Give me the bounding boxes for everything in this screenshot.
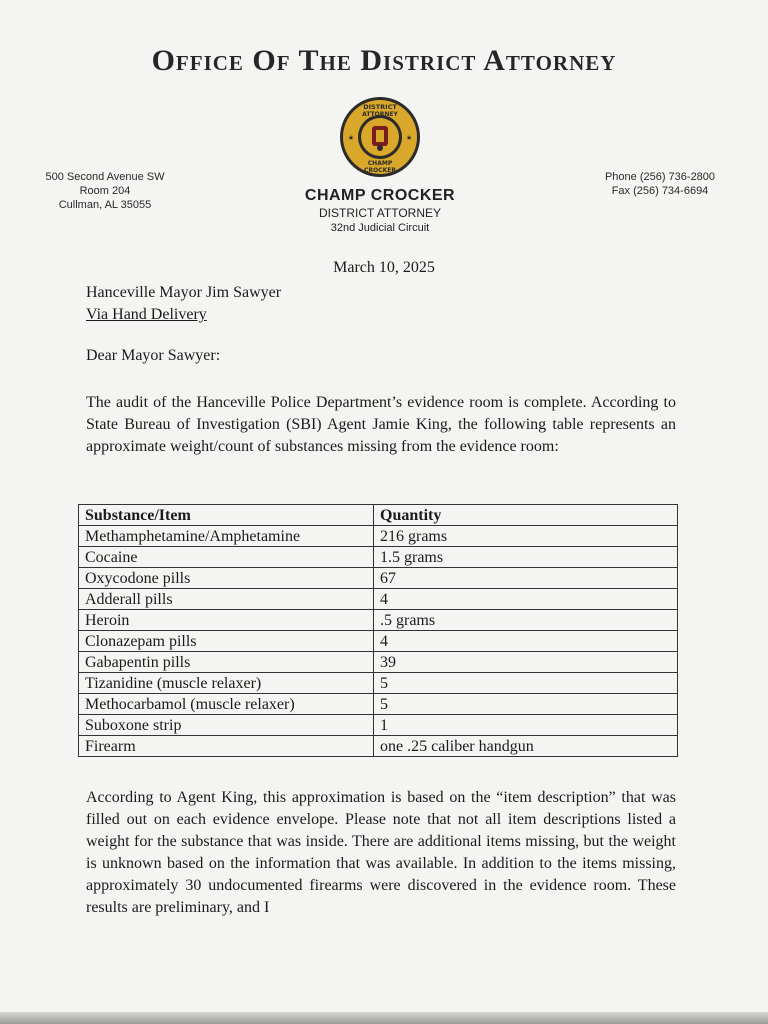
- letter-date: March 10, 2025: [333, 259, 435, 276]
- substance-cell: Cocaine: [79, 547, 374, 568]
- table-row: [79, 568, 678, 589]
- address-line: 500 Second Avenue SW: [45, 171, 165, 183]
- svg-text:DISTRICT: DISTRICT: [363, 103, 397, 111]
- svg-text:★: ★: [405, 134, 413, 142]
- da-title: DISTRICT ATTORNEY: [318, 206, 441, 220]
- office-title: Office Of The District Attorney: [151, 44, 617, 77]
- substance-cell: Firearm: [79, 736, 374, 757]
- table-header-row: [79, 505, 678, 526]
- quantity-cell: .5 grams: [374, 610, 678, 631]
- table-row: [79, 652, 678, 673]
- da-name: CHAMP CROCKER: [304, 187, 456, 204]
- substance-cell: Adderall pills: [79, 589, 374, 610]
- table-row: [79, 673, 678, 694]
- substance-cell: Gabapentin pills: [79, 652, 374, 673]
- substance-cell: Tizanidine (muscle relaxer): [79, 673, 374, 694]
- office-contact: [598, 170, 722, 198]
- da-circuit: 32nd Judicial Circuit: [330, 222, 430, 234]
- quantity-cell: 4: [374, 589, 678, 610]
- column-header-quantity: Quantity: [374, 505, 678, 526]
- district-attorney-seal-icon: [339, 96, 421, 178]
- body-paragraph-2: According to Agent King, this approximation is based on the “item description” that was filled out on each evidence envelope. Please note that not all item descriptions listed a weight for the substance that was inside. There are additional items missing, but the weight is unknown based on the information that was available. In addition to the items missing, approximately 30 undocumented firearms were discovered in the evidence room. These results are preliminary, and I: [86, 789, 676, 916]
- substance-cell: Suboxone strip: [79, 715, 374, 736]
- quantity-cell: 216 grams: [374, 526, 678, 547]
- address-line: Cullman, AL 35055: [58, 199, 152, 211]
- table-row: [79, 715, 678, 736]
- table-row: [79, 610, 678, 631]
- svg-text:ATTORNEY: ATTORNEY: [362, 111, 398, 118]
- page-edge-shadow: [0, 1012, 768, 1024]
- table-row: [79, 631, 678, 652]
- svg-text:CHAMP: CHAMP: [367, 160, 393, 167]
- address-line: Room 204: [79, 185, 131, 197]
- quantity-cell: 4: [374, 631, 678, 652]
- recipient-delivery: Via Hand Delivery: [86, 306, 207, 323]
- svg-text:★: ★: [347, 134, 355, 142]
- quantity-cell: 5: [374, 694, 678, 715]
- body-paragraph-1: The audit of the Hanceville Police Department’s evidence room is complete. According to State Bureau of Investigation (SBI) Agent Jamie King, the following table represents an approximate weight/count of substances missing from the evidence room:: [86, 394, 676, 455]
- recipient-block: [86, 282, 281, 326]
- table-row: [79, 526, 678, 547]
- quantity-cell: 67: [374, 568, 678, 589]
- substance-cell: Methamphetamine/Amphetamine: [79, 526, 374, 547]
- table-row: [79, 547, 678, 568]
- missing-items-table: [78, 504, 678, 757]
- quantity-cell: 1.5 grams: [374, 547, 678, 568]
- office-address: [40, 170, 170, 212]
- fax-number: Fax (256) 734-6694: [611, 185, 709, 197]
- svg-text:CROCKER: CROCKER: [364, 167, 396, 174]
- phone-number: Phone (256) 736-2800: [604, 171, 716, 183]
- substance-cell: Oxycodone pills: [79, 568, 374, 589]
- recipient-name: Hanceville Mayor Jim Sawyer: [86, 284, 282, 301]
- quantity-cell: 39: [374, 652, 678, 673]
- substance-cell: Methocarbamol (muscle relaxer): [79, 694, 374, 715]
- table-row: [79, 589, 678, 610]
- column-header-substance: Substance/Item: [79, 505, 374, 526]
- quantity-cell: one .25 caliber handgun: [374, 736, 678, 757]
- quantity-cell: 5: [374, 673, 678, 694]
- table-row: [79, 736, 678, 757]
- quantity-cell: 1: [374, 715, 678, 736]
- substance-cell: Heroin: [79, 610, 374, 631]
- table-row: [79, 694, 678, 715]
- district-attorney-block: [260, 187, 500, 234]
- salutation: Dear Mayor Sawyer:: [86, 347, 221, 364]
- substance-cell: Clonazepam pills: [79, 631, 374, 652]
